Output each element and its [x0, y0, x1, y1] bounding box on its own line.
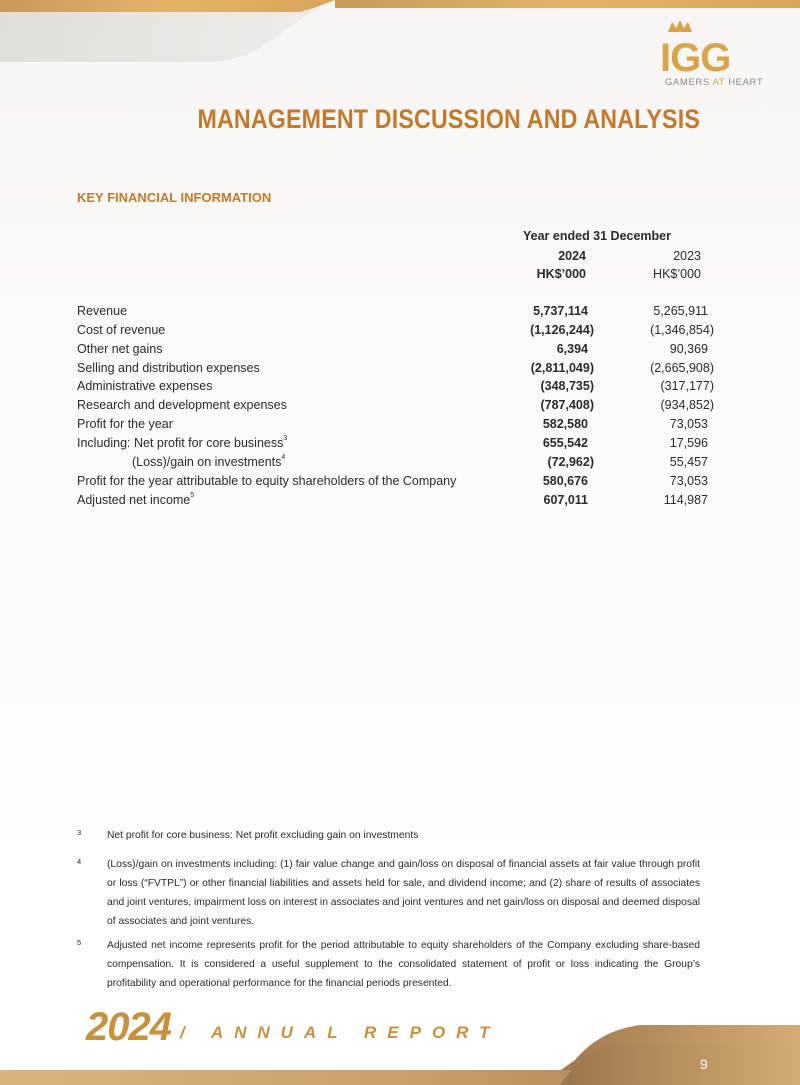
section-heading: KEY FINANCIAL INFORMATION	[77, 190, 272, 205]
unit-2024: HK$’000	[536, 267, 586, 281]
row-label: Profit for the year	[77, 417, 173, 431]
table-row	[77, 361, 714, 379]
row-label: Adjusted net income$^5$	[77, 492, 195, 507]
page-number: 9	[700, 1056, 708, 1072]
value-2023: (317,177)	[660, 379, 714, 393]
table-row	[77, 492, 708, 511]
row-label: Cost of revenue	[77, 323, 166, 337]
value-2023: 73,053	[669, 417, 708, 431]
table-row	[77, 398, 714, 416]
value-2023: 55,457	[669, 455, 708, 469]
value-2023: 114,987	[663, 493, 708, 507]
value-2024: 655,542	[542, 436, 588, 450]
value-2024: 5,737,114	[533, 304, 588, 318]
page-title: MANAGEMENT DISCUSSION AND ANALYSIS	[197, 104, 700, 134]
row-label: Including: Net profit for core business$^3$	[77, 435, 288, 450]
value-2024: 6,394	[556, 342, 588, 356]
value-2024: (2,811,049)	[530, 361, 594, 375]
table-row	[77, 304, 708, 322]
row-label: (Loss)/gain on investments$^4$	[132, 454, 286, 469]
footnote-ref: 5	[190, 492, 195, 499]
value-2024: (72,962)	[547, 455, 594, 469]
value-2023: (2,665,908)	[650, 361, 714, 375]
row-label: Revenue	[77, 304, 128, 318]
table-row	[77, 417, 708, 435]
row-label: Other net gains	[77, 342, 163, 356]
footnote-ref: 4	[281, 454, 286, 461]
period-header: Year ended 31 December	[523, 229, 671, 243]
value-2023: (934,852)	[660, 398, 714, 412]
row-label: Administrative expenses	[77, 379, 213, 393]
row-label: Research and development expenses	[77, 398, 287, 412]
table-row	[77, 342, 708, 360]
table-row	[77, 474, 708, 492]
footer-annual-report: / ANNUAL REPORT	[180, 1023, 501, 1042]
table-row	[77, 379, 714, 397]
value-2024: 607,011	[543, 493, 588, 507]
value-2024: 580,676	[542, 474, 588, 488]
column-header-2024: 2024	[558, 249, 586, 263]
logo-wordmark: IGG	[660, 36, 731, 80]
footnote-ref: 3	[283, 435, 288, 442]
value-2023: 90,369	[669, 342, 708, 356]
value-2023: 5,265,911	[653, 304, 708, 318]
column-header-2023: 2023	[673, 249, 701, 263]
logo-tagline: GAMERS AT HEART	[665, 77, 764, 88]
value-2023: 73,053	[669, 474, 708, 488]
row-label: Profit for the year attributable to equity shareholders of the Company	[77, 474, 457, 488]
row-label: Selling and distribution expenses	[77, 361, 260, 375]
footer-year: 2024	[86, 1005, 171, 1049]
value-2024: (1,126,244)	[530, 323, 594, 337]
value-2023: (1,346,854)	[650, 323, 714, 337]
table-row	[77, 435, 708, 454]
value-2024: (348,735)	[540, 379, 594, 393]
table-row	[77, 454, 708, 473]
value-2024: (787,408)	[540, 398, 594, 412]
value-2023: 17,596	[669, 436, 708, 450]
table-row	[77, 323, 714, 341]
value-2024: 582,580	[542, 417, 588, 431]
unit-2023: HK$’000	[653, 267, 701, 281]
